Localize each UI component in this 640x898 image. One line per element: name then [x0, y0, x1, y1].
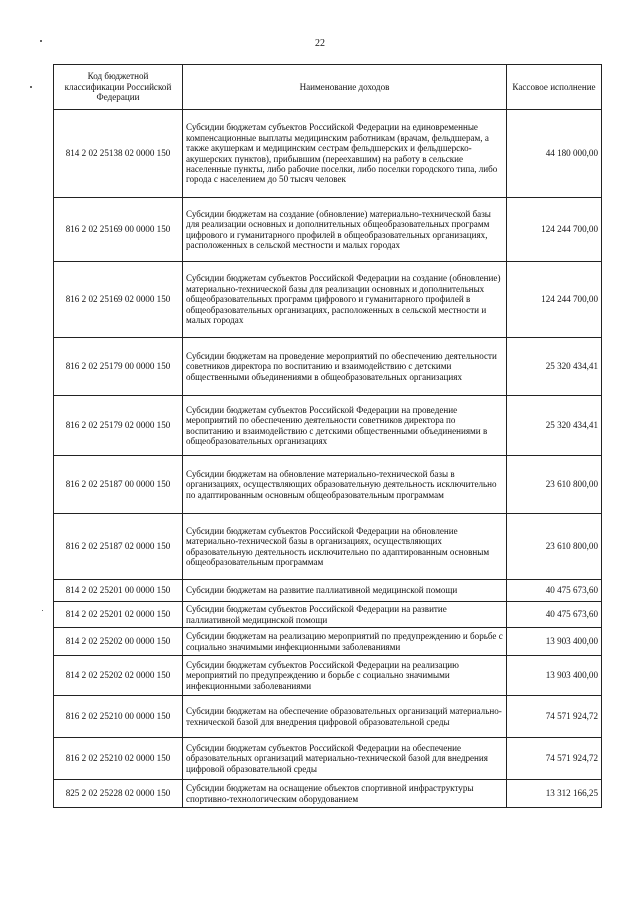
header-name: Наименование доходов: [183, 65, 507, 110]
table-row: [54, 396, 602, 456]
amount-cell: 124 244 700,00: [507, 198, 602, 262]
revenue-name-cell: Субсидии бюджетам на создание (обновление) материально-технической базы для реализации основных и дополнительных общеобразовательных программ цифрового и гуманитарного профилей в общеобразовательных организациях, расположенных в сельской местности и малых городах: [183, 198, 507, 262]
revenue-name-cell: Субсидии бюджетам на развитие паллиативной медицинской помощи: [183, 580, 507, 602]
budget-code-cell: 816 2 02 25210 02 0000 150: [54, 738, 183, 780]
amount-cell: 13 903 400,00: [507, 628, 602, 656]
amount-cell: 13 903 400,00: [507, 656, 602, 696]
page-number: 22: [315, 38, 325, 49]
table-row: [54, 738, 602, 780]
budget-code-cell: 816 2 02 25179 02 0000 150: [54, 396, 183, 456]
table-row: [54, 780, 602, 808]
budget-code-cell: 816 2 02 25187 00 0000 150: [54, 456, 183, 514]
amount-cell: 124 244 700,00: [507, 262, 602, 338]
table-row: [54, 514, 602, 580]
revenue-name-cell: Субсидии бюджетам на реализацию мероприятий по предупреждению и борьбе с социально значимыми инфекционными заболеваниями: [183, 628, 507, 656]
amount-cell: 40 475 673,60: [507, 580, 602, 602]
revenue-table: [53, 64, 602, 808]
revenue-name-cell: Субсидии бюджетам субъектов Российской Федерации на обновление материально-технической базы в организациях, осуществляющих образовательную деятельность исключительно по адаптированным основным общеобразовательным программам: [183, 514, 507, 580]
header-amount: Кассовое исполнение: [507, 65, 602, 110]
table-row: [54, 628, 602, 656]
table-header-row: [54, 65, 602, 110]
budget-code-cell: 816 2 02 25179 00 0000 150: [54, 338, 183, 396]
revenue-name-cell: Субсидии бюджетам субъектов Российской Федерации на проведение мероприятий по обеспечению деятельности советников директора по воспитанию и взаимодействию с детскими общественными объединениями в общеобразовательных организациях: [183, 396, 507, 456]
table-row: [54, 198, 602, 262]
budget-code-cell: 816 2 02 25210 00 0000 150: [54, 696, 183, 738]
table-row: [54, 456, 602, 514]
amount-cell: 23 610 800,00: [507, 456, 602, 514]
table-row: [54, 262, 602, 338]
scan-speck: [40, 40, 42, 42]
revenue-name-cell: Субсидии бюджетам субъектов Российской Федерации на создание (обновление) материально-технической базы для реализации основных и дополнительных общеобразовательных программ цифрового и гуманитарного профилей в общеобразовательных организациях, расположенных в сельской местности и малых городах: [183, 262, 507, 338]
budget-code-cell: 816 2 02 25169 00 0000 150: [54, 198, 183, 262]
revenue-name-cell: Субсидии бюджетам на проведение мероприятий по обеспечению деятельности советников директора по воспитанию и взаимодействию с детскими общественными объединениями в общеобразовательных организациях: [183, 338, 507, 396]
revenue-name-cell: Субсидии бюджетам на обновление материально-технической базы в организациях, осуществляющих образовательную деятельность исключительно по адаптированным основным общеобразовательным программам: [183, 456, 507, 514]
table-row: [54, 110, 602, 198]
revenue-name-cell: Субсидии бюджетам субъектов Российской Федерации на единовременные компенсационные выплаты медицинским работникам (врачам, фельдшерам, а также акушеркам и медицинским сестрам фельдшерских и фельдшерско-акушерских пунктов), прибывшим (переехавшим) на работу в сельские населенные пункты, либо рабочие поселки, либо поселки городского типа, либо города с населением до 50 тысяч человек: [183, 110, 507, 198]
revenue-name-cell: Субсидии бюджетам на обеспечение образовательных организаций материально-технической базой для внедрения цифровой образовательной среды: [183, 696, 507, 738]
scan-speck: [42, 610, 43, 611]
scan-speck: [30, 86, 32, 88]
amount-cell: 40 475 673,60: [507, 602, 602, 628]
budget-code-cell: 816 2 02 25187 02 0000 150: [54, 514, 183, 580]
amount-cell: 23 610 800,00: [507, 514, 602, 580]
amount-cell: 25 320 434,41: [507, 396, 602, 456]
budget-code-cell: 814 2 02 25201 00 0000 150: [54, 580, 183, 602]
budget-code-cell: 814 2 02 25202 02 0000 150: [54, 656, 183, 696]
table-row: [54, 580, 602, 602]
budget-code-cell: 816 2 02 25169 02 0000 150: [54, 262, 183, 338]
table-row: [54, 602, 602, 628]
budget-code-cell: 814 2 02 25201 02 0000 150: [54, 602, 183, 628]
revenue-name-cell: Субсидии бюджетам субъектов Российской Федерации на развитие паллиативной медицинской помощи: [183, 602, 507, 628]
revenue-name-cell: Субсидии бюджетам на оснащение объектов спортивной инфраструктуры спортивно-технологическим оборудованием: [183, 780, 507, 808]
revenue-name-cell: Субсидии бюджетам субъектов Российской Федерации на реализацию мероприятий по предупреждению и борьбе с социально значимыми инфекционными заболеваниями: [183, 656, 507, 696]
table-row: [54, 338, 602, 396]
revenue-name-cell: Субсидии бюджетам субъектов Российской Федерации на обеспечение образовательных организаций материально-технической базой для внедрения цифровой образовательной среды: [183, 738, 507, 780]
table-row: [54, 656, 602, 696]
budget-code-cell: 814 2 02 25138 02 0000 150: [54, 110, 183, 198]
amount-cell: 25 320 434,41: [507, 338, 602, 396]
budget-code-cell: 825 2 02 25228 02 0000 150: [54, 780, 183, 808]
amount-cell: 74 571 924,72: [507, 738, 602, 780]
budget-code-cell: 814 2 02 25202 00 0000 150: [54, 628, 183, 656]
amount-cell: 13 312 166,25: [507, 780, 602, 808]
table-row: [54, 696, 602, 738]
amount-cell: 74 571 924,72: [507, 696, 602, 738]
amount-cell: 44 180 000,00: [507, 110, 602, 198]
header-code: Код бюджетной классификации Российской Федерации: [54, 65, 183, 110]
